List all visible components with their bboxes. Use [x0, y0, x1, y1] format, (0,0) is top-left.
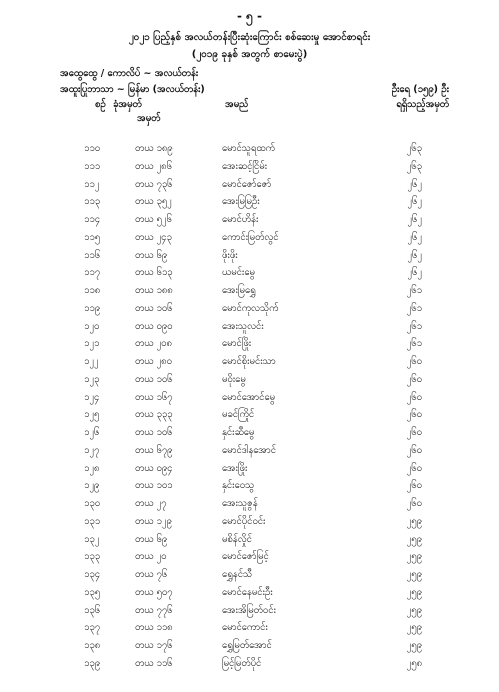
row-mark: ၂၆၁ [406, 285, 422, 296]
table-row [0, 460, 499, 478]
row-id: တယ ၃၅၂ [135, 196, 172, 208]
row-number: ၁၂၃ [84, 373, 100, 385]
row-number: ၁၂၄ [84, 391, 100, 403]
row-id: တယ ၆၉ [135, 249, 168, 261]
row-name: မောင်ဇော်မြင့် [222, 551, 269, 563]
row-mark: ၂၆၂ [407, 196, 422, 208]
row-id: တယ ၂၈၆ [135, 160, 172, 172]
row-id: တယ ၅၀၇ [135, 586, 173, 598]
row-id: တယ ၁၁၈ [135, 622, 173, 634]
table-row [0, 619, 499, 637]
row-id: တယ ၇၆ [135, 569, 168, 580]
row-id: တယ ၂၇ [135, 498, 167, 509]
table-row [0, 513, 499, 531]
category-label: အထွေထွေ / ကောလိပ် ~ အလယ်တန်း [60, 68, 199, 79]
table-row [0, 406, 499, 424]
row-mark: ၂၆၂ [407, 214, 422, 225]
table-row [0, 548, 499, 566]
table-row [0, 566, 499, 584]
subject-label: အထူးပြုဘာသာ ~ မြန်မာ (အလယ်တန်း) [60, 84, 205, 95]
row-mark: ၂၆၃ [406, 143, 422, 154]
row-name: နှင်းဝေသွ [222, 480, 255, 492]
row-id: တယ ၇၃၆ [135, 178, 173, 190]
row-number: ၁၁၀ [84, 143, 101, 154]
row-number: ၁၃၅ [84, 586, 101, 598]
table-row [0, 531, 499, 549]
row-number: ၁၃၆ [84, 604, 101, 616]
row-name: အေးသူလင်း [222, 320, 264, 332]
row-mark: ၂၆၀ [406, 444, 422, 456]
row-number: ၁၁၅ [84, 231, 101, 243]
row-id: တယ ၂၀၈ [135, 338, 172, 350]
row-number: ၁၂၆ [84, 427, 100, 438]
table-row [0, 211, 499, 229]
row-number: ၁၂၉ [84, 480, 100, 492]
row-name: မစိန်လှိုင် [222, 533, 252, 545]
table-row [0, 584, 499, 602]
row-name: မောင်နေမင်းဦး [222, 586, 273, 598]
row-id: တယ ၂၈၀ [135, 356, 172, 367]
row-number: ၁၁၁ [84, 160, 101, 172]
row-id: တယ ၁၈၈ [135, 285, 173, 296]
row-id: တယ ၁၁၆ [135, 657, 173, 669]
row-number: ၁၂၀ [84, 320, 100, 332]
row-name: မဝိုးမွေ [222, 373, 246, 385]
row-mark: ၂၆၂ [407, 231, 422, 243]
table-row [0, 229, 499, 247]
row-number: ၁၃၁ [84, 515, 101, 527]
row-mark: ၂၆၂ [407, 178, 422, 190]
row-name: အေးသူဇွန် [222, 498, 258, 509]
row-name: ရွှေမြတ်အောင် [222, 640, 272, 651]
table-row [0, 353, 499, 371]
row-name: မြင့်မြတ်ပိုင် [222, 657, 262, 669]
row-mark: ၂၅၉ [406, 551, 422, 563]
row-id: တယ ၆၁၃ [135, 267, 173, 279]
row-name: အေးမြရွှေ [222, 285, 256, 296]
row-number: ၁၃၃ [84, 551, 101, 563]
table-row [0, 282, 499, 300]
row-name: မောင်ကုလသိုက် [222, 302, 279, 314]
row-id: တယ ၁၀၆ [135, 427, 173, 438]
row-number: ၁၃၈ [84, 640, 101, 651]
row-id: တယ ၃၃၃ [135, 409, 173, 421]
row-id: တယ ၁၈၉ [135, 143, 173, 154]
table-row [0, 300, 499, 318]
row-mark: ၂၆၃ [406, 160, 422, 172]
row-number: ၁၁၃ [84, 196, 101, 208]
row-id: တယ ၁၂၉ [135, 515, 172, 527]
marks-column-header: ရရှိသည့်အမှတ် [396, 99, 449, 110]
table-row [0, 477, 499, 495]
row-name: မောင်ဇော်ဇော် [222, 178, 272, 190]
table-row [0, 389, 499, 407]
table-row [0, 637, 499, 655]
table-row [0, 140, 499, 158]
row-mark: ၂၅၉ [406, 586, 422, 598]
table-row [0, 264, 499, 282]
row-name: အေးမြမြဦး [222, 196, 260, 208]
column-header-number: စဉ် [95, 99, 106, 110]
row-mark: ၂၆၁ [406, 338, 422, 350]
row-mark: ၂၅၉ [406, 533, 422, 545]
row-id: တယ ၇၇၆ [135, 604, 173, 616]
row-mark: ၂၆၂ [407, 249, 422, 261]
row-number: ၁၃၄ [84, 569, 101, 580]
row-name: မောင်ဟိန်း [222, 214, 259, 225]
row-id: တယ ၂၀ [135, 551, 167, 563]
row-number: ၁၂၅ [84, 409, 100, 421]
row-mark: ၂၆၁ [406, 320, 422, 332]
row-id: တယ ၁၆၇ [135, 391, 173, 403]
row-mark: ၂၅၉ [406, 569, 422, 580]
column-header-id: ခုံအမှတ် [113, 99, 142, 110]
row-number: ၁၁၆ [84, 249, 101, 261]
row-number: ၁၃၇ [84, 622, 101, 634]
row-mark: ၂၆၀ [406, 409, 422, 421]
total-count: ဦးရေ (၁၅၉) ဦး [391, 84, 449, 95]
table-row [0, 193, 499, 211]
row-name: ယမင်းမွေ [222, 267, 255, 279]
table-row [0, 655, 499, 673]
row-name: အေးအိမြတ်ဝင်း [222, 604, 276, 616]
row-mark: ၂၆၀ [406, 462, 422, 474]
row-number: ၁၃၀ [84, 498, 101, 509]
row-name: ကောင်းမြတ်လွင် [222, 231, 279, 243]
table-row [0, 424, 499, 442]
row-mark: ၂၆၀ [406, 480, 422, 492]
row-name: မခင်ကြိုင် [222, 409, 255, 421]
table-row [0, 495, 499, 513]
row-id: တယ ၁၀၁ [135, 480, 173, 492]
row-mark: ၂၅၉ [406, 640, 422, 651]
row-id: တယ ၁၇၆ [135, 640, 173, 651]
row-mark: ၂၆၁ [406, 302, 422, 314]
row-name: မောင်သူရထက် [222, 143, 275, 154]
row-number: ၁၁၄ [84, 214, 101, 225]
row-name: မောင်ကောင်း [222, 622, 268, 634]
row-number: ၁၁၉ [84, 302, 101, 314]
row-number: ၁၂၈ [84, 462, 100, 474]
row-number: ၁၃၉ [84, 657, 101, 669]
row-number: ၁၂၂ [84, 356, 99, 367]
table-row [0, 318, 499, 336]
table-row [0, 371, 499, 389]
table-row [0, 247, 499, 265]
row-mark: ၂၅၉ [406, 515, 422, 527]
row-mark: ၂၅၉ [406, 622, 422, 634]
row-name: မောင်ဖြိုး [222, 338, 252, 350]
row-mark: ၂၆၀ [406, 373, 422, 385]
row-number: ၁၂၁ [84, 338, 100, 350]
row-mark: ၂၆၀ [406, 391, 422, 403]
page-number: - ၅ - [236, 9, 263, 23]
row-id: တယ ၀၉၀ [135, 320, 173, 332]
row-mark: ၂၆၀ [406, 356, 422, 367]
row-id: တယ ၀၉၄ [135, 462, 173, 474]
row-number: ၁၁၇ [84, 267, 101, 279]
row-name: ရွှေနင်သီ [222, 569, 253, 580]
table-row [0, 158, 499, 176]
row-name: ဖိုးဖိုး [222, 249, 238, 261]
row-name: အေးဖြိုး [222, 462, 248, 474]
table-row [0, 602, 499, 620]
row-name: နှင်းဆီမွေ [222, 427, 255, 438]
row-id: တယ ၂၄၃ [135, 231, 172, 243]
row-number: ၁၃၂ [84, 533, 100, 545]
row-name: မောင်ဒါနအောင် [222, 444, 276, 456]
results-list [0, 140, 499, 673]
row-id: တယ ၆၉ [135, 533, 168, 545]
row-mark: ၂၅၉ [406, 604, 422, 616]
document-title: ၂၀၂၁ ပြည့်နှစ် အလယ်တန်းပြီးဆုံးကြောင်း စစ်ဆေးမှု အောင်စာရင်း [128, 32, 371, 43]
table-row [0, 442, 499, 460]
row-number: ၁၁၈ [84, 285, 101, 296]
row-name: မောင်ပိုင်ဝင်း [222, 515, 266, 527]
column-header-name: အမည် [225, 99, 249, 110]
row-mark: ၂၅၈ [406, 657, 422, 669]
row-mark: ၂၆၀ [406, 427, 422, 438]
row-name: အေးဆင့်ငြိမ်း [222, 160, 268, 172]
table-row [0, 335, 499, 353]
column-header-id-second-line: အမှတ် [137, 113, 161, 124]
row-id: တယ ၆၇၉ [135, 444, 173, 456]
table-row [0, 176, 499, 194]
row-number: ၁၂၇ [84, 444, 100, 456]
row-name: မောင်စိုးမင်းသာ [222, 356, 276, 367]
row-mark: ၂၆၀ [406, 498, 422, 509]
row-mark: ၂၆၂ [407, 267, 422, 279]
document-subtitle: (၂၀၁၉ ခုနှစ် အတွက် စာမေးပွဲ) [191, 49, 308, 60]
row-id: တယ ၁၀၆ [135, 302, 173, 314]
row-name: မောင်အောင်မွေ [222, 391, 276, 403]
row-id: တယ ၅၂၆ [135, 214, 172, 225]
row-number: ၁၁၂ [84, 178, 100, 190]
row-id: တယ ၁၀၆ [135, 373, 173, 385]
